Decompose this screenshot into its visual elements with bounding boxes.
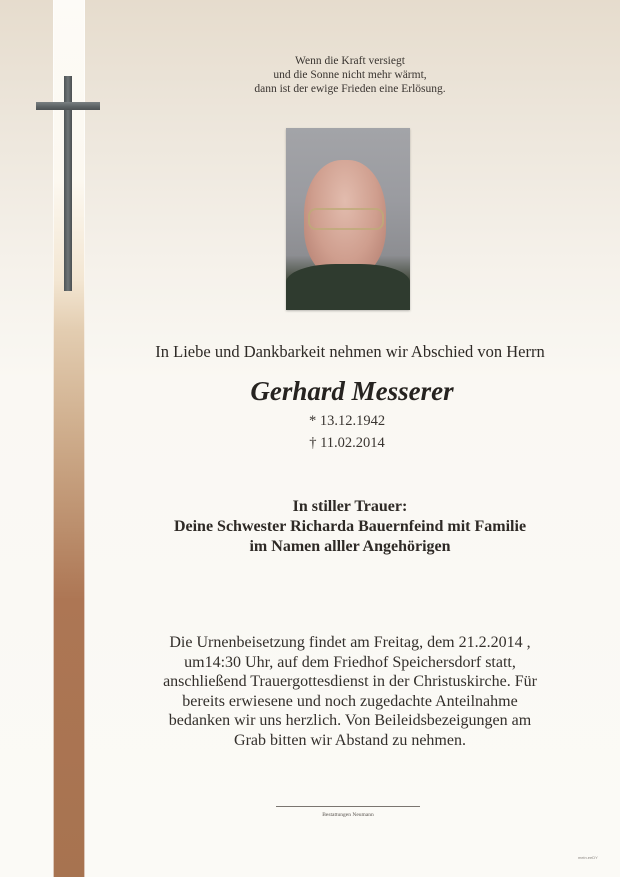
portrait-glasses: [308, 208, 384, 230]
intro-text: In Liebe und Dankbarkeit nehmen wir Abschied von Herrn: [155, 342, 545, 361]
portrait-photo: [286, 128, 410, 310]
verse-line: und die Sonne nicht mehr wärmt,: [273, 69, 427, 81]
mourners-line: im Namen alller Angehörigen: [249, 538, 451, 555]
service-line: um14:30 Uhr, auf dem Friedhof Speichersdorf statt,: [184, 653, 516, 671]
mourners-line: Deine Schwester Richarda Bauernfeind mit Familie: [173, 518, 527, 535]
mourners-block: [150, 497, 550, 557]
deceased-name: Gerhard Messerer: [250, 376, 454, 406]
service-line: anschließend Trauergottesdienst in der Christuskirche. Für: [163, 673, 537, 691]
memorial-verse: [215, 54, 485, 96]
service-announcement: [140, 633, 560, 751]
service-line: bedanken wir uns herzlich. Von Beileidsbezeigungen am: [168, 712, 532, 730]
service-line: Grab bitten wir Abstand zu nehmen.: [234, 731, 466, 749]
service-line: bereits erwiesene und noch zugedachte Anteilnahme: [182, 692, 518, 710]
verse-line: dann ist der ewige Frieden eine Erlösung.: [254, 83, 446, 95]
undertaker-name: Bestattungen Neumann: [322, 812, 374, 818]
signature-divider: [276, 806, 420, 807]
watermark: mein.eeDY: [578, 855, 598, 860]
service-line: Die Urnenbeisetzung findet am Freitag, dem 21.2.2014 ,: [169, 634, 531, 651]
mourners-heading: In stiller Trauer:: [292, 498, 408, 515]
death-date: † 11.02.2014: [309, 435, 385, 451]
verse-line: Wenn die Kraft versiegt: [295, 55, 405, 67]
cross-horizontal-beam: [36, 102, 100, 110]
portrait-shirt: [286, 264, 410, 310]
birth-date: * 13.12.1942: [308, 413, 386, 429]
